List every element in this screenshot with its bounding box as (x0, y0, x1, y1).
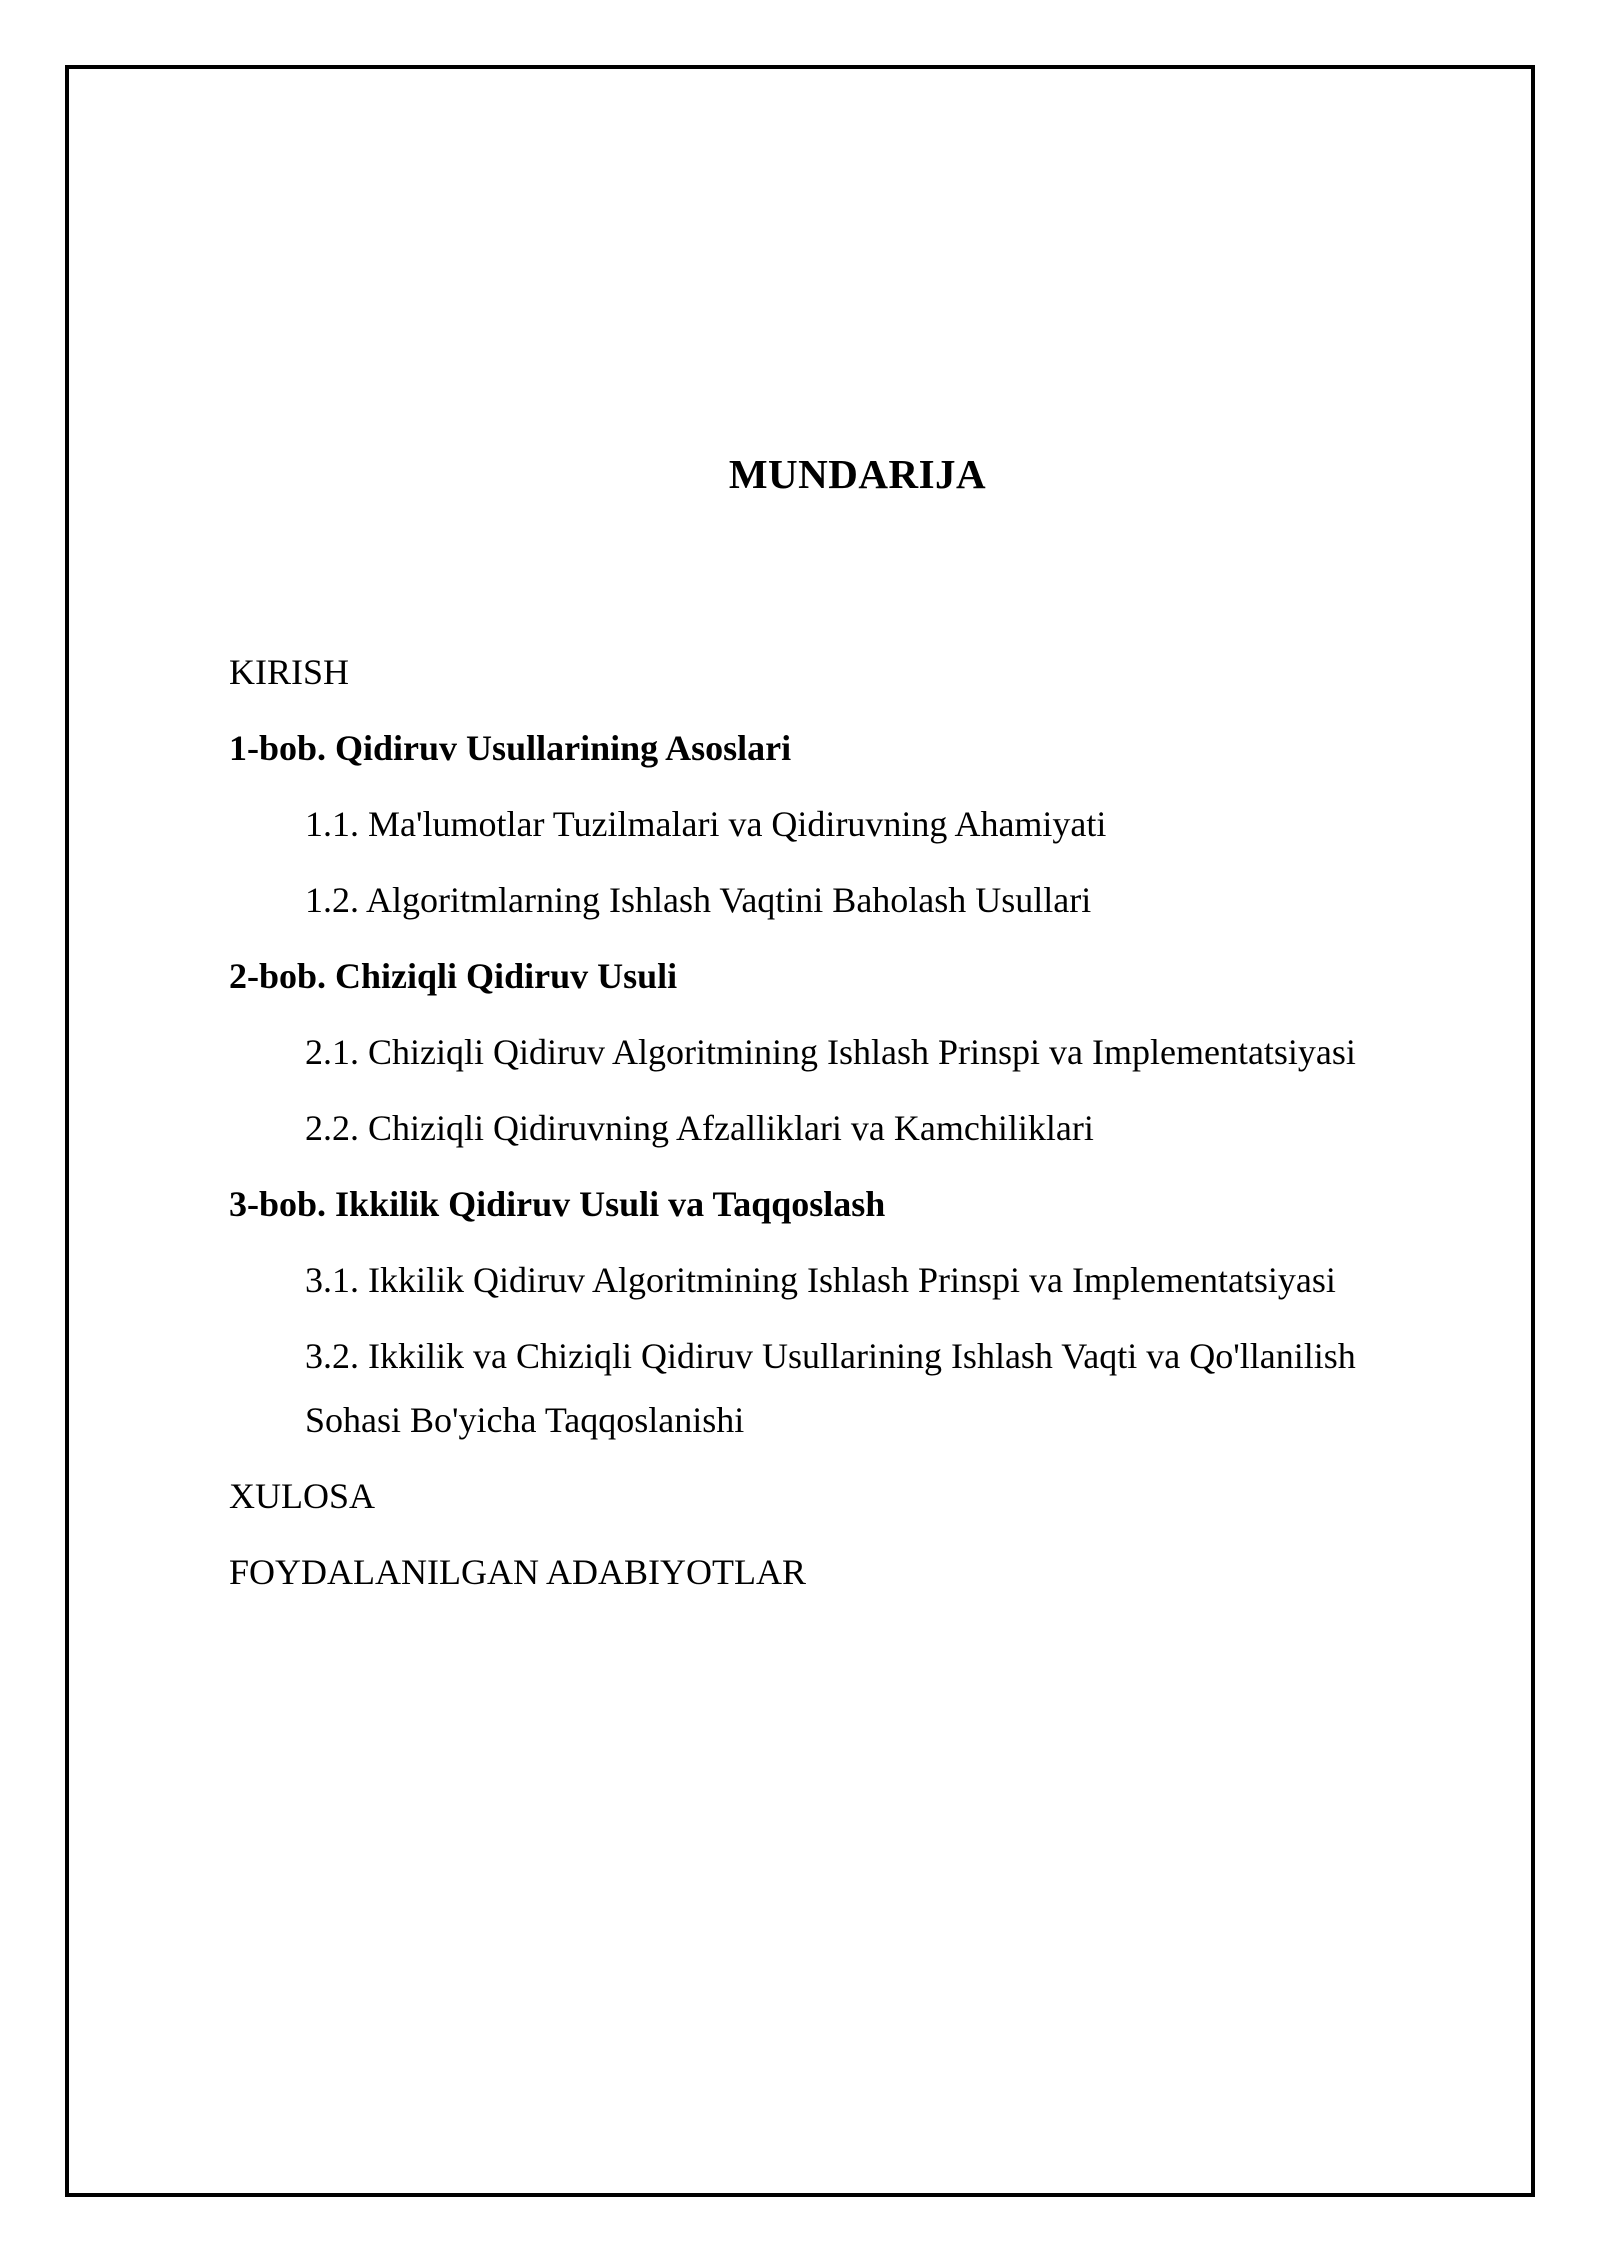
table-of-contents (229, 640, 1459, 1616)
toc-section-1-1: 1.1. Ma'lumotlar Tuzilmalari va Qidiruvning Ahamiyati (305, 804, 1107, 844)
page-title: MUNDARIJA (728, 451, 987, 497)
toc-section-2-1: 2.1. Chiziqli Qidiruv Algoritmining Ishlash Prinspi va Implementatsiyasi (305, 1032, 1356, 1072)
toc-chapter-2: 2-bob. Chiziqli Qidiruv Usuli (229, 956, 678, 996)
toc-section-3-1: 3.1. Ikkilik Qidiruv Algoritmining Ishlash Prinspi va Implementatsiyasi (305, 1260, 1336, 1300)
toc-entry-introduction: KIRISH (229, 652, 350, 692)
toc-section-3-2: 3.2. Ikkilik va Chiziqli Qidiruv Usullarining Ishlash Vaqti va Qo'llanilish Sohasi Bo'yicha Taqqoslanishi (305, 1336, 1356, 1440)
toc-section-1-2: 1.2. Algoritmlarning Ishlash Vaqtini Baholash Usullari (305, 880, 1092, 920)
toc-entry-references: FOYDALANILGAN ADABIYOTLAR (229, 1552, 806, 1592)
toc-chapter-3: 3-bob. Ikkilik Qidiruv Usuli va Taqqoslash (229, 1184, 886, 1224)
toc-chapter-1: 1-bob. Qidiruv Usullarining Asoslari (229, 728, 792, 768)
toc-entry-conclusion: XULOSA (229, 1476, 376, 1516)
toc-section-2-2: 2.2. Chiziqli Qidiruvning Afzalliklari va Kamchiliklari (305, 1108, 1094, 1148)
